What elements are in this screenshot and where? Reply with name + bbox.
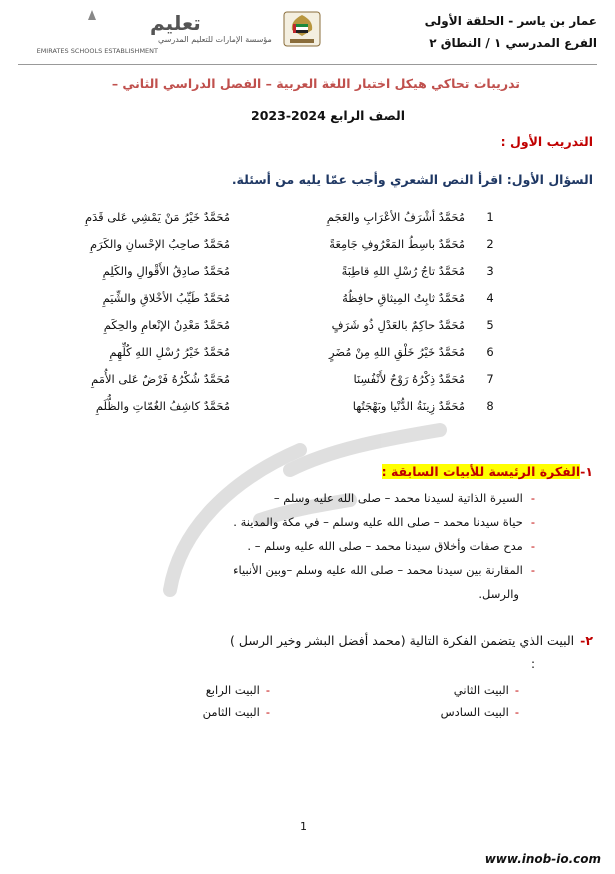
uae-emblem-icon — [282, 10, 322, 48]
option[interactable] — [274, 491, 535, 505]
choice-text: البيت الرابع — [205, 683, 260, 697]
choice[interactable] — [454, 683, 519, 697]
poem-hemistich-second: مُحَمَّدٌ صادِقُ الأَقْوالِ والكَلِمِ — [102, 264, 230, 278]
page-number: 1 — [300, 820, 307, 833]
poem-line-number: 2 — [486, 237, 494, 251]
option-continuation: والرسل. — [478, 587, 519, 601]
poem-line-number: 6 — [486, 345, 494, 359]
poem-line-number: 4 — [486, 291, 494, 305]
poem-hemistich-first: مُحَمَّدٌ تاجُ رُسْلِ اللهِ قاطِبَةً — [341, 264, 465, 278]
section-2-heading — [230, 633, 593, 648]
poem-hemistich-second: مُحَمَّدٌ طَيِّبُ الأخْلاقِ والشِّيَمِ — [102, 291, 230, 305]
poem-line-number: 7 — [486, 372, 494, 386]
dash-bullet-icon: - — [530, 491, 535, 505]
poem-hemistich-first: مُحَمَّدٌ خَيْرُ خَلْقِ اللهِ مِنْ مُضَرٍ — [328, 345, 465, 359]
poem-hemistich-first: مُحَمَّدٌ باسِطُ المَعْرُوفِ جَامِعَةً — [329, 237, 465, 251]
poem-hemistich-first: مُحَمَّدٌ ثابِتُ المِيثاقِ حافِظُهُ — [342, 291, 465, 305]
option-text: السيرة الذاتية لسيدنا محمد – صلى الله عليه وسلم – — [273, 491, 523, 505]
svg-text:EMIRATES SCHOOLS ESTABLISHMENT: EMIRATES SCHOOLS ESTABLISHMENT — [36, 47, 158, 55]
school-line-1: عمار بن ياسر - الحلقة الأولى — [424, 14, 597, 28]
poem-hemistich-first: مُحَمَّدٌ أشْرَفُ الأعْرَابِ والعَجَمِ — [326, 210, 465, 224]
poem-line-number: 3 — [486, 264, 494, 278]
poem-hemistich-second: مُحَمَّدٌ خَيْرُ مَنْ يَمْشِي عَلى قَدَمِ — [85, 210, 230, 224]
option[interactable] — [233, 515, 535, 529]
dash-bullet-icon: - — [265, 683, 270, 697]
document-title: تدريبات تحاكي هيكل اختبار اللغة العربية – الفصل الدراسي الثاني – — [111, 76, 520, 91]
poem-line-number: 5 — [486, 318, 494, 332]
choice-text: البيت السادس — [440, 705, 509, 719]
poem-row — [0, 291, 615, 317]
choice[interactable] — [203, 705, 270, 719]
training-label: التدريب الأول : — [500, 134, 593, 149]
school-name — [425, 10, 597, 54]
poem-hemistich-second: مُحَمَّدٌ صاحِبُ الإحْسانِ والكَرَمِ — [89, 237, 230, 251]
choice[interactable] — [441, 705, 519, 719]
poem-hemistich-second: مُحَمَّدٌ شُكْرُهُ فَرْضٌ عَلى الأُمَمِ — [91, 372, 230, 386]
question-1: السؤال الأول: اقرأ النص الشعري وأجب عمّا يليه من أسئلة. — [231, 172, 593, 187]
poem-row — [0, 210, 615, 236]
poem-hemistich-first: مُحَمَّدٌ ذِكْرُهُ رَوْحٌ لأَنْفُسِنَا — [353, 372, 465, 386]
poem-hemistich-second: مُحَمَّدٌ كاشِفُ الغُمّاتِ والظُّلَمِ — [95, 399, 230, 413]
poem-hemistich-first: مُحَمَّدٌ حاكِمٌ بالعَدْلِ ذُو شَرَفٍ — [331, 318, 465, 332]
dash-bullet-icon: - — [530, 539, 535, 553]
dash-bullet-icon: - — [530, 563, 535, 577]
poem-hemistich-second: مُحَمَّدٌ خَيْرُ رُسْلِ اللهِ كُلِّهِمِ — [109, 345, 230, 359]
choice[interactable] — [206, 683, 270, 697]
poem-row — [0, 318, 615, 344]
poem-hemistich-second: مُحَمَّدٌ مَعْدِنُ الإنْعامِ والحِكَمِ — [103, 318, 230, 332]
svg-text:تعليم: تعليم — [150, 11, 201, 35]
poem-hemistich-first: مُحَمَّدٌ زِينَةُ الدُّنْيا وبَهْجَتُها — [352, 399, 465, 413]
option-text: حياة سيدنا محمد – صلى الله عليه وسلم – في مكة والمدينة . — [233, 515, 523, 529]
poem-row — [0, 237, 615, 263]
option-text: مدح صفات وأخلاق سيدنا محمد – صلى الله عليه وسلم – . — [247, 539, 523, 553]
dash-bullet-icon: - — [514, 705, 519, 719]
header-rule — [18, 64, 597, 65]
section-2-colon: : — [530, 657, 535, 671]
section-1-heading — [382, 464, 593, 479]
dash-bullet-icon: - — [265, 705, 270, 719]
svg-text:مؤسسة الإمارات للتعليم المدرسي: مؤسسة الإمارات للتعليم المدرسي — [158, 35, 272, 44]
choice-text: البيت الثامن — [202, 705, 260, 719]
section-2-question: البيت الذي يتضمن الفكرة التالية (محمد أفضل البشر وخير الرسل ) — [230, 633, 575, 648]
poem-row — [0, 345, 615, 371]
poem-row — [0, 372, 615, 398]
grade-year: الصف الرابع 2024-2023 — [251, 108, 405, 123]
website-link[interactable]: www.inob-io.com — [484, 852, 601, 866]
option[interactable] — [233, 563, 535, 577]
choice-text: البيت الثاني — [453, 683, 509, 697]
section-1-number: ١- — [580, 464, 593, 479]
dash-bullet-icon: - — [530, 515, 535, 529]
poem-line-number: 8 — [486, 399, 494, 413]
section-1-label: الفكرة الرئيسة للأبيات السابقة : — [381, 464, 581, 479]
school-line-2: الفرع المدرسي ١ / النطاق ٢ — [429, 36, 597, 50]
option-text: المقارنة بين سيدنا محمد – صلى الله عليه وسلم –وبين الأنبياء — [233, 563, 523, 577]
dash-bullet-icon: - — [514, 683, 519, 697]
poem-line-number: 1 — [486, 210, 494, 224]
poem-row — [0, 264, 615, 290]
section-2-number: ٢- — [580, 633, 593, 648]
option[interactable] — [247, 539, 535, 553]
ministry-logo — [28, 6, 272, 58]
